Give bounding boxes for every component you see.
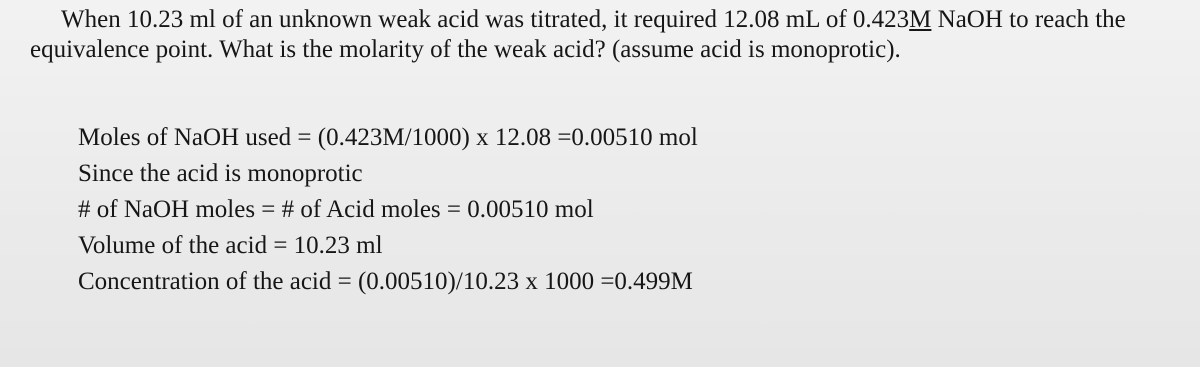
solution-block xyxy=(78,120,1178,300)
question-part1: When 10.23 ml of an unknown weak acid was titrated, it required 12.08 mL of 0.423 xyxy=(61,6,910,33)
solution-line-concentration: Concentration of the acid = (0.00510)/10.23 x 1000 =0.499M xyxy=(78,268,693,295)
solution-line-moles-naoh: Moles of NaOH used = (0.423M/1000) x 12.08 =0.00510 mol xyxy=(78,124,698,151)
solution-line-mole-equality: # of NaOH moles = # of Acid moles = 0.00510 mol xyxy=(78,196,594,223)
solution-line-monoprotic: Since the acid is monoprotic xyxy=(78,160,363,187)
question-part2: NaOH to reach the equivalence point. What is the molarity of the weak acid? (assume acid is monoprotic). xyxy=(30,6,1126,63)
question-text xyxy=(30,5,1190,65)
solution-line-volume: Volume of the acid = 10.23 ml xyxy=(78,232,383,259)
molarity-unit: M xyxy=(909,6,932,33)
